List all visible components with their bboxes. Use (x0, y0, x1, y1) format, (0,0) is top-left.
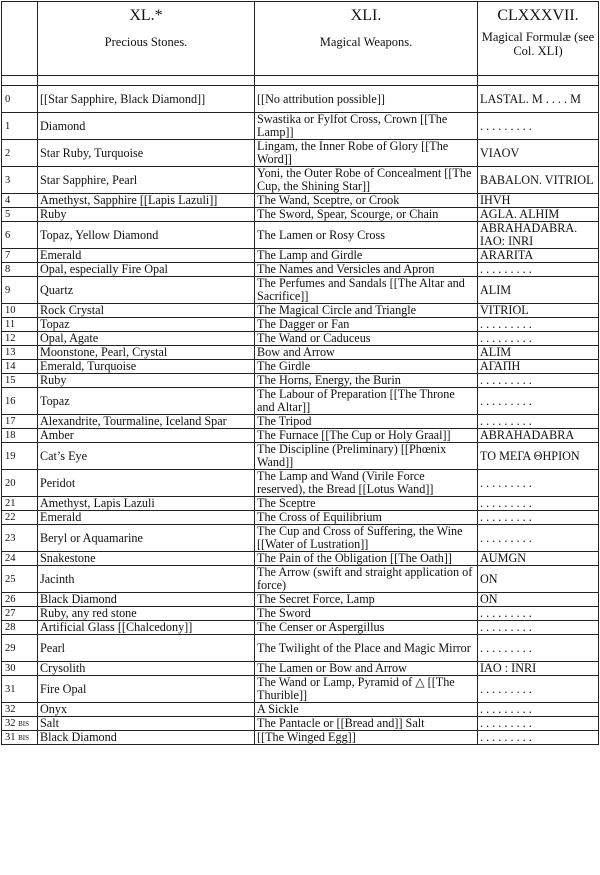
table-row (2, 662, 599, 676)
magical-formula-cell: . . . . . . . . . (478, 607, 599, 621)
magical-weapon-cell: The Sceptre (255, 497, 478, 511)
magical-weapon-cell: A Sickle (255, 703, 478, 717)
precious-stone-cell: Cat’s Eye (38, 443, 255, 470)
row-number: 8 (2, 263, 38, 277)
table-row (2, 318, 599, 332)
magical-weapon-cell: The Lamen or Bow and Arrow (255, 662, 478, 676)
table-row (2, 374, 599, 388)
magical-weapon-cell: The Cup and Cross of Suffering, the Wine [[Water of Lustration]] (255, 525, 478, 552)
row-number: 7 (2, 249, 38, 263)
magical-formula-cell: . . . . . . . . . (478, 621, 599, 635)
magical-formula-cell: . . . . . . . . . (478, 676, 599, 703)
precious-stone-cell: Salt (38, 717, 255, 731)
row-number: 22 (2, 511, 38, 525)
magical-formula-cell: ABRAHADABRA. IAO: INRI (478, 222, 599, 249)
magical-formula-cell: . . . . . . . . . (478, 635, 599, 662)
table-row (2, 429, 599, 443)
magical-formula-cell: VIAOV (478, 140, 599, 167)
magical-weapon-cell: [[No attribution possible]] (255, 86, 478, 113)
magical-formula-cell: ALIM (478, 346, 599, 360)
table-row (2, 443, 599, 470)
table-row (2, 86, 599, 113)
magical-weapon-cell: The Names and Versicles and Apron (255, 263, 478, 277)
precious-stone-cell: Moonstone, Pearl, Crystal (38, 346, 255, 360)
magical-formula-cell: IHVH (478, 194, 599, 208)
magical-formula-cell: . . . . . . . . . (478, 717, 599, 731)
magical-formula-cell: LASTAL. M . . . . M (478, 86, 599, 113)
precious-stone-cell: Emerald (38, 511, 255, 525)
header-number-col (2, 2, 38, 76)
row-number: 12 (2, 332, 38, 346)
magical-weapon-cell: The Wand, Sceptre, or Crook (255, 194, 478, 208)
row-number: 24 (2, 552, 38, 566)
table-row (2, 304, 599, 318)
magical-weapon-cell: The Perfumes and Sandals [[The Altar and Sacrifice]] (255, 277, 478, 304)
magical-weapon-cell: Bow and Arrow (255, 346, 478, 360)
magical-weapon-cell: The Lamen or Rosy Cross (255, 222, 478, 249)
row-number: 17 (2, 415, 38, 429)
magical-formula-cell: . . . . . . . . . (478, 332, 599, 346)
table-row (2, 676, 599, 703)
col-title: XLI. (350, 7, 382, 24)
row-number: 21 (2, 497, 38, 511)
table-row (2, 497, 599, 511)
row-number: 6 (2, 222, 38, 249)
table-row (2, 607, 599, 621)
precious-stone-cell: [[Star Sapphire, Black Diamond]] (38, 86, 255, 113)
row-number: 25 (2, 566, 38, 593)
precious-stone-cell: Artificial Glass [[Chalcedony]] (38, 621, 255, 635)
table-row (2, 566, 599, 593)
magical-weapon-cell: The Lamp and Wand (Virile Force reserved), the Bread [[Lotus Wand]] (255, 470, 478, 497)
table-row (2, 277, 599, 304)
table-row (2, 525, 599, 552)
precious-stone-cell: Opal, Agate (38, 332, 255, 346)
table-row (2, 703, 599, 717)
row-number: 28 (2, 621, 38, 635)
table-row (2, 470, 599, 497)
magical-weapon-cell: [[The Winged Egg]] (255, 731, 478, 745)
col-title: XL.* (129, 7, 163, 24)
magical-formula-cell: . . . . . . . . . (478, 497, 599, 511)
row-number: 16 (2, 388, 38, 415)
table-row (2, 360, 599, 374)
precious-stone-cell: Star Ruby, Turquoise (38, 140, 255, 167)
row-number: 1 (2, 113, 38, 140)
magical-formula-cell: . . . . . . . . . (478, 731, 599, 745)
magical-weapon-cell: Yoni, the Outer Robe of Concealment [[The Cup, the Shining Star]] (255, 167, 478, 194)
magical-weapon-cell: The Wand or Lamp, Pyramid of △ [[The Thurible]] (255, 676, 478, 703)
row-number: 32 bis (2, 717, 38, 731)
precious-stone-cell: Topaz, Yellow Diamond (38, 222, 255, 249)
magical-weapon-cell: The Horns, Energy, the Burin (255, 374, 478, 388)
magical-weapon-cell: Lingam, the Inner Robe of Glory [[The Word]] (255, 140, 478, 167)
precious-stone-cell: Topaz (38, 318, 255, 332)
row-number: 27 (2, 607, 38, 621)
precious-stone-cell: Jacinth (38, 566, 255, 593)
magical-weapon-cell: The Wand or Caduceus (255, 332, 478, 346)
magical-formula-cell: AUMGN (478, 552, 599, 566)
precious-stone-cell: Ruby, any red stone (38, 607, 255, 621)
magical-formula-cell: ΤΟ ΜΕΓΑ ΘΗΡΙΟΝ (478, 443, 599, 470)
spacer-row (2, 76, 599, 86)
magical-weapon-cell: The Furnace [[The Cup or Holy Graal]] (255, 429, 478, 443)
precious-stone-cell: Amethyst, Lapis Lazuli (38, 497, 255, 511)
magical-weapon-cell: The Cross of Equilibrium (255, 511, 478, 525)
magical-formula-cell: . . . . . . . . . (478, 263, 599, 277)
table-row (2, 332, 599, 346)
magical-formula-cell: . . . . . . . . . (478, 415, 599, 429)
precious-stone-cell: Diamond (38, 113, 255, 140)
precious-stone-cell: Rock Crystal (38, 304, 255, 318)
magical-weapon-cell: The Discipline (Preliminary) [[Phœnix Wand]] (255, 443, 478, 470)
header-magical-formulae (478, 2, 599, 76)
precious-stone-cell: Emerald, Turquoise (38, 360, 255, 374)
magical-formula-cell: IAO : INRI (478, 662, 599, 676)
row-number: 13 (2, 346, 38, 360)
precious-stone-cell: Peridot (38, 470, 255, 497)
magical-formula-cell: ON (478, 566, 599, 593)
row-number: 2 (2, 140, 38, 167)
table-row (2, 621, 599, 635)
row-number: 9 (2, 277, 38, 304)
row-number: 5 (2, 208, 38, 222)
magical-formula-cell: . . . . . . . . . (478, 318, 599, 332)
magical-weapon-cell: The Lamp and Girdle (255, 249, 478, 263)
col-subtitle: Magical Formulæ (see Col. XLI) (481, 30, 595, 58)
magical-formula-cell: BABALON. VITRIOL (478, 167, 599, 194)
row-number: 31 bis (2, 731, 38, 745)
precious-stone-cell: Black Diamond (38, 731, 255, 745)
row-number: 20 (2, 470, 38, 497)
table-row (2, 415, 599, 429)
magical-formula-cell: ΑΓΑΠΗ (478, 360, 599, 374)
table-row (2, 222, 599, 249)
precious-stone-cell: Onyx (38, 703, 255, 717)
magical-weapon-cell: The Pain of the Obligation [[The Oath]] (255, 552, 478, 566)
table-row (2, 388, 599, 415)
row-number: 0 (2, 86, 38, 113)
precious-stone-cell: Ruby (38, 374, 255, 388)
magical-formula-cell: . . . . . . . . . (478, 374, 599, 388)
table-row (2, 731, 599, 745)
magical-weapon-cell: The Arrow (swift and straight application of force) (255, 566, 478, 593)
table-row (2, 208, 599, 222)
magical-formula-cell: . . . . . . . . . (478, 525, 599, 552)
magical-weapon-cell: The Sword, Spear, Scourge, or Chain (255, 208, 478, 222)
magical-weapon-cell: The Tripod (255, 415, 478, 429)
magical-formula-cell: . . . . . . . . . (478, 470, 599, 497)
magical-weapon-cell: The Dagger or Fan (255, 318, 478, 332)
table-row (2, 167, 599, 194)
magical-weapon-cell: The Girdle (255, 360, 478, 374)
precious-stone-cell: Emerald (38, 249, 255, 263)
magical-weapon-cell: The Twilight of the Place and Magic Mirror (255, 635, 478, 662)
magical-formula-cell: ABRAHADABRA (478, 429, 599, 443)
magical-formula-cell: . . . . . . . . . (478, 388, 599, 415)
magical-formula-cell: VITRIOL (478, 304, 599, 318)
row-number: 23 (2, 525, 38, 552)
magical-formula-cell: ALIM (478, 277, 599, 304)
precious-stone-cell: Amber (38, 429, 255, 443)
precious-stone-cell: Ruby (38, 208, 255, 222)
row-number: 4 (2, 194, 38, 208)
row-number: 3 (2, 167, 38, 194)
precious-stone-cell: Black Diamond (38, 593, 255, 607)
row-number: 18 (2, 429, 38, 443)
magical-weapon-cell: The Sword (255, 607, 478, 621)
correspondence-table (1, 1, 599, 745)
table-row (2, 593, 599, 607)
table-row (2, 140, 599, 167)
magical-weapon-cell: The Pantacle or [[Bread and]] Salt (255, 717, 478, 731)
table-row (2, 511, 599, 525)
precious-stone-cell: Crysolith (38, 662, 255, 676)
row-number: 31 (2, 676, 38, 703)
precious-stone-cell: Star Sapphire, Pearl (38, 167, 255, 194)
row-number: 15 (2, 374, 38, 388)
precious-stone-cell: Fire Opal (38, 676, 255, 703)
magical-weapon-cell: The Censer or Aspergillus (255, 621, 478, 635)
magical-formula-cell: . . . . . . . . . (478, 703, 599, 717)
col-subtitle: Precious Stones. (104, 35, 188, 49)
table-row (2, 194, 599, 208)
table-row (2, 717, 599, 731)
header-row (2, 2, 599, 76)
magical-weapon-cell: The Secret Force, Lamp (255, 593, 478, 607)
row-number: 32 (2, 703, 38, 717)
row-number: 10 (2, 304, 38, 318)
magical-weapon-cell: Swastika or Fylfot Cross, Crown [[The Lamp]] (255, 113, 478, 140)
precious-stone-cell: Quartz (38, 277, 255, 304)
table-row (2, 113, 599, 140)
magical-weapon-cell: The Magical Circle and Triangle (255, 304, 478, 318)
header-magical-weapons (255, 2, 478, 76)
table-row (2, 635, 599, 662)
col-title: CLXXXVII. (497, 7, 579, 24)
magical-weapon-cell: The Labour of Preparation [[The Throne and Altar]] (255, 388, 478, 415)
table-row (2, 346, 599, 360)
precious-stone-cell: Alexandrite, Tourmaline, Iceland Spar (38, 415, 255, 429)
row-number: 14 (2, 360, 38, 374)
col-subtitle: Magical Weapons. (319, 35, 413, 49)
magical-formula-cell: AGLA. ALHIM (478, 208, 599, 222)
header-precious-stones (38, 2, 255, 76)
table-row (2, 552, 599, 566)
precious-stone-cell: Amethyst, Sapphire [[Lapis Lazuli]] (38, 194, 255, 208)
precious-stone-cell: Beryl or Aquamarine (38, 525, 255, 552)
row-number: 26 (2, 593, 38, 607)
row-number: 30 (2, 662, 38, 676)
table-row (2, 263, 599, 277)
magical-formula-cell: ARARITA (478, 249, 599, 263)
precious-stone-cell: Pearl (38, 635, 255, 662)
row-number: 29 (2, 635, 38, 662)
precious-stone-cell: Topaz (38, 388, 255, 415)
table-row (2, 249, 599, 263)
magical-formula-cell: . . . . . . . . . (478, 511, 599, 525)
precious-stone-cell: Snakestone (38, 552, 255, 566)
magical-formula-cell: . . . . . . . . . (478, 113, 599, 140)
magical-formula-cell: ON (478, 593, 599, 607)
row-number: 19 (2, 443, 38, 470)
row-number: 11 (2, 318, 38, 332)
precious-stone-cell: Opal, especially Fire Opal (38, 263, 255, 277)
